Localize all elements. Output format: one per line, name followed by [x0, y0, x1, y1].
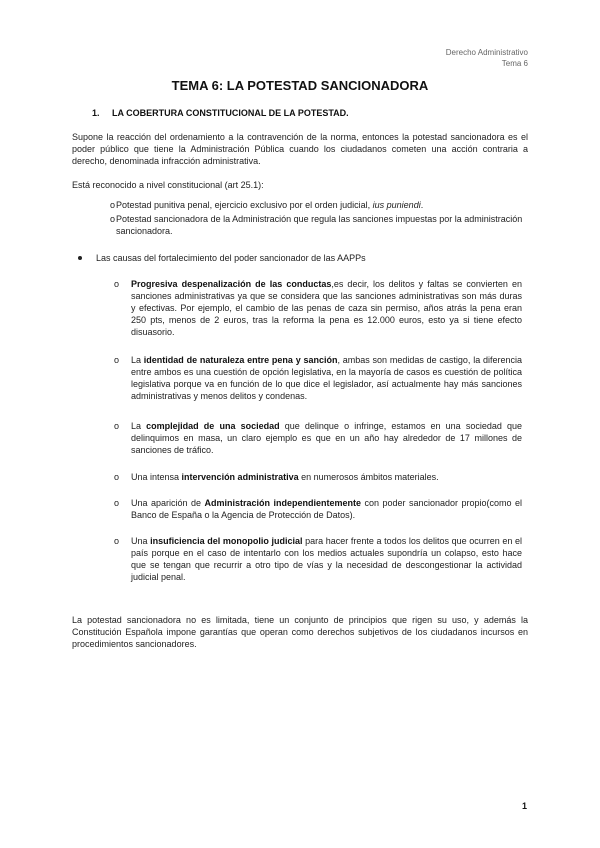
cause-item-pre: Una: [131, 536, 151, 546]
cause-item-pre: Una intensa: [131, 472, 182, 482]
cause-item-bold: intervención administrativa: [181, 472, 299, 482]
section-heading: [92, 108, 349, 118]
closing-paragraph: La potestad sancionadora no es limitada, tiene un conjunto de principios que rigen su uso, y además la Constitución Española impone garantías que operan como derechos subjetivos de los ciudadanos incursos en procedimientos sancionadores.: [72, 615, 528, 649]
section-number: 1.: [92, 108, 100, 118]
cause-item-bold: insuficiencia del monopolio judicial: [150, 536, 303, 546]
intro-paragraph: Supone la reacción del ordenamiento a la contravención de la norma, entonces la potestad sancionadora es el poder público que tiene la Administración Pública cuando los ciudadanos cometen una acción contraria a derecho, denominada infracción administrativa.: [72, 132, 528, 166]
page-title: TEMA 6: LA POTESTAD SANCIONADORA: [171, 78, 429, 93]
cause-item-text: en numerosos ámbitos materiales.: [298, 472, 439, 482]
cause-item-text: con poder sancionador propio(como el Banco de España o la Agencia de Protección de Datos).: [131, 498, 523, 520]
cause-item: [114, 497, 523, 521]
header-topic: Tema 6: [501, 59, 528, 68]
sub-marker: o: [114, 279, 120, 289]
sub-marker: o: [114, 355, 120, 365]
cause-item: [114, 354, 522, 402]
sub-marker: o: [110, 200, 116, 210]
sub-marker: o: [110, 214, 116, 224]
bullet-dot-icon: [78, 256, 82, 260]
header-subject: Derecho Administrativo: [445, 48, 528, 57]
sub-marker: o: [114, 498, 120, 508]
cause-item-bold: Administración independientemente: [204, 498, 362, 508]
sub-list-item: [110, 213, 528, 237]
cause-item-bold: identidad de naturaleza entre pena y sanción: [143, 355, 338, 365]
running-header: [446, 47, 528, 69]
sub-item-end: .: [420, 200, 424, 210]
cause-item-pre: Una aparición de: [131, 498, 205, 508]
cause-item-bold: Progresiva despenalización de las conductas: [131, 279, 332, 289]
sub-marker: o: [114, 421, 120, 431]
cause-item-text: para hacer frente a todos los delitos que ocurren en el país porque en el caso de intentarlo con los medios actuales supondría un colapso, esto hace que se tengan que recurrir a otro tipo de vías y la necesidad de descongestionar la actividad judicial penal.: [131, 536, 522, 582]
section-title: LA COBERTURA CONSTITUCIONAL DE LA POTESTAD.: [112, 108, 349, 118]
sub-item-text: Potestad sancionadora de la Administración que regula las sanciones impuestas por la administración sancionadora.: [116, 214, 523, 236]
cause-item-text: que delinque o infringe, estamos en una sociedad que delinquimos en masa, un claro ejemplo es que en un año hay alrededor de 17 millones de sanciones de tráfico.: [131, 421, 523, 455]
sub-item-italic: ius puniendi: [372, 200, 421, 210]
cause-item-pre: La: [131, 355, 144, 365]
cause-item: [114, 278, 523, 338]
cause-item-pre: La: [131, 421, 147, 431]
cause-item: [114, 420, 523, 456]
cause-item: [114, 471, 522, 483]
sub-marker: o: [114, 472, 120, 482]
bullet-item: [96, 252, 528, 264]
constitutional-paragraph: Está reconocido a nivel constitucional (art 25.1):: [72, 180, 264, 190]
cause-item-bold: complejidad de una sociedad: [146, 421, 280, 431]
sub-list-item: [110, 199, 528, 211]
sub-marker: o: [114, 536, 120, 546]
cause-item-text: , ambas son medidas de castigo, la diferencia entre ambos es una cuestión de opción legislativa, en la mayoría de casos es cuestión de política legislativa porque va en función de lo que dice el legislador, así actualmente hay más sanciones administrativas y menos delitos y condenas.: [131, 355, 522, 401]
page-number: 1: [521, 801, 527, 811]
sub-item-text: Potestad punitiva penal, ejercicio exclusivo por el orden judicial,: [116, 200, 373, 210]
cause-item-text: ,es decir, los delitos y faltas se convierten en sanciones administrativas ya que se considera que las sanciones administrativas son más duras y efectivas. Por ejemplo, el cambio de las penas de caza sin permiso, años atrás la pena eran 250 pts, menos de 2 euros, tras la reforma la pena es 12.000 euros, esto ya si tiene efecto disuasorio.: [131, 279, 523, 337]
cause-item: [114, 535, 522, 583]
bullet-text: Las causas del fortalecimiento del poder sancionador de las AAPPs: [96, 253, 366, 263]
